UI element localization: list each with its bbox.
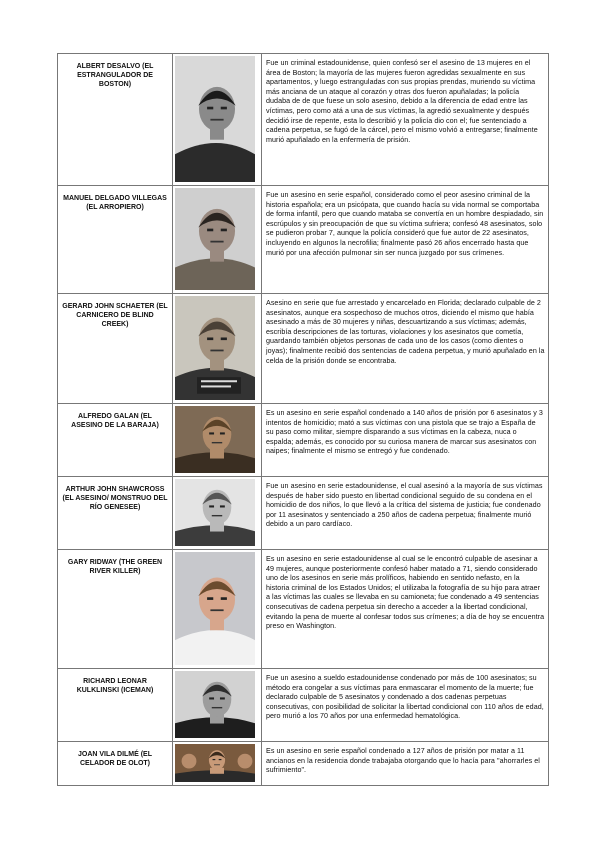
serial-killers-table — [57, 53, 549, 786]
table-body — [58, 54, 549, 786]
table-row — [58, 742, 549, 786]
killer-description: Es un asesino en serie español condenado a 140 años de prisión por 6 asesinatos y 3 intentos de homicidio; mató a sus víctimas con una pistola que se trajo a España de su paso como militar, siempre disparando a sus víctimas en la cabeza, nuca o espalda; además, es conocido por su curiosa manera de marcar sus asesinatos con naipes; finalmente el mismo se entregó y fue condenado. — [266, 409, 543, 456]
table-row — [58, 404, 549, 477]
portrait-photo — [175, 479, 255, 546]
table-row — [58, 669, 549, 742]
killer-description: Fue un asesino en serie estadounidense, el cual asesinó a la mayoría de sus víctimas después de haber sido puesto en libertad condicional seguido de su condena en el homicidio de dos niños, lo que llevó a la crítica del sistema de justicia; fue condenado por 11 asesinatos y sentenciado a 250 años de cadena perpetua; finalmente murió debido a un paro cardíaco. — [266, 482, 543, 529]
name-cell — [58, 669, 173, 742]
table-row — [58, 477, 549, 550]
killer-description: Es un asesino en serie estadounidense al cual se le encontró culpable de asesinar a 49 mujeres, aunque posteriormente confesó haber matado a 71, siendo considerado uno de los asesinos en serie más prolíficos, habiendo en sentido nefasto, en la historia criminal de los Estados Unidos; el utilizaba la fotografía de su hijo para atraer a las víctimas las cuales se llevaba en su camioneta; fue condenado a 49 sentencias consecutivas de cadena perpetua sin derecho a acceder a la libertad condicional, evitando la pena de muerte al confesar todos sus crímenes; a día de hoy se encuentra preso en Washington. — [266, 555, 545, 631]
description-cell — [262, 404, 549, 477]
description-cell — [262, 742, 549, 786]
portrait-photo — [175, 406, 255, 473]
name-cell — [58, 294, 173, 404]
mugshot-photo — [175, 296, 255, 400]
description-cell — [262, 54, 549, 186]
photo-cell — [173, 742, 262, 786]
name-cell — [58, 186, 173, 294]
photo-cell — [173, 54, 262, 186]
description-cell — [262, 294, 549, 404]
killer-name: ALBERT DESALVO (EL ESTRANGULADOR DE BOSTON) — [76, 63, 154, 88]
portrait-photo — [175, 188, 255, 290]
description-cell — [262, 669, 549, 742]
name-cell — [58, 742, 173, 786]
killer-name: ARTHUR JOHN SHAWCROSS (EL ASESINO/ MONSTRUO DEL RÍO GENESEE) — [62, 486, 168, 511]
portrait-photo — [175, 552, 255, 665]
killer-description: Fue un asesino en serie español, considerado como el peor asesino criminal de la historia española; era un psicópata, que cuando hacía su vida normal se comportaba de forma infantil, pero que cuando mataba se convertía en un hombre despiadado, sin escrúpulos y sin preocupación de que su víctima sufriera; confesó 48 asesinatos, solo se pudieron probar 7, aunque la policía consideró que fue autor de 22 asesinatos, incluyendo en algunos la necrofilia; finalmente pasó 26 años encerrado hasta que murió por una afección pulmonar sin ser nunca juzgado por sus crímenes. — [266, 191, 544, 257]
killer-description: Fue un criminal estadounidense, quien confesó ser el asesino de 13 mujeres en el área de Boston; la mayoría de las mujeres fueron agredidas sexualmente en sus apartamentos, y luego estranguladas con sus propias prendas, muriendo su víctima más anciana de un ataque al corazón y otras dos fueron apuñaladas; la policía dudaba de de que fuese un solo asesino, debido a la diferencia de edad entre las víctimas, pero como atá a una de sus víctimas, la agredió sexualmente y después decidió irse de repente, esta lo describió y la policía dio con el; fue sentenciado a cadena perpetua, se fugó de la cárcel, pero el mismo volvió a entregarse; finalmente murió apuñalado en la enfermería de prisión. — [266, 59, 538, 144]
killer-description: Asesino en serie que fue arrestado y encarcelado en Florida; declarado culpable de 2 asesinatos, aunque era sospechoso de muchos otros, diciendo el mismo que había asesinado a más de 30 mujeres y niñas, descuartizando a sus víctimas; además, escribía descripciones de las torturas, violaciones y los asesinatos que cometía, guardando también objetos personas de cada uno de los casos (como dientes o joyas); finalmente recibió dos sentencias de cadena perpetua, y murió apuñalado en la celda de la prisión donde se encontraba. — [266, 299, 545, 365]
photo-cell — [173, 186, 262, 294]
description-cell — [262, 477, 549, 550]
table-row — [58, 550, 549, 669]
killer-name: ALFREDO GALAN (EL ASESINO DE LA BARAJA) — [71, 413, 159, 429]
photo-cell — [173, 550, 262, 669]
killer-name: RICHARD LEONAR KULKLINSKI (ICEMAN) — [76, 678, 154, 694]
killer-name: GARY RIDWAY (THE GREEN RIVER KILLER) — [67, 559, 163, 575]
killer-name: MANUEL DELGADO VILLEGAS (EL ARROPIERO) — [63, 195, 167, 211]
killer-name: GERARD JOHN SCHAETER (EL CARNICERO DE BLIND CREEK) — [62, 303, 168, 328]
table-row — [58, 186, 549, 294]
name-cell — [58, 477, 173, 550]
table-row — [58, 54, 549, 186]
killer-description: Es un asesino en serie español condenado a 127 años de prisión por matar a 11 ancianos en la residencia donde trabajaba otorgando que lo hacía para "ahorrarles el sufrimiento". — [266, 747, 540, 775]
photo-cell — [173, 477, 262, 550]
photo-cell — [173, 404, 262, 477]
photo-cell — [173, 294, 262, 404]
group-photo — [175, 744, 255, 782]
table-row — [58, 294, 549, 404]
portrait-photo — [175, 56, 255, 182]
killer-description: Fue un asesino a sueldo estadounidense condenado por más de 100 asesinatos; su método era congelar a sus víctimas para enmascarar el momento de la muerte; fue declarado culpable de 5 asesinatos y condenado a dos cadenas perpetuas consecutivas, con posibilidad de solicitar la libertad condicional con 110 años de edad, pero murió a los 70 años por una enfermedad hematológica. — [266, 674, 544, 721]
portrait-photo — [175, 671, 255, 738]
name-cell — [58, 550, 173, 669]
description-cell — [262, 550, 549, 669]
name-cell — [58, 404, 173, 477]
name-cell — [58, 54, 173, 186]
photo-cell — [173, 669, 262, 742]
description-cell — [262, 186, 549, 294]
killer-name: JOAN VILA DILMÉ (EL CELADOR DE OLOT) — [77, 751, 153, 767]
